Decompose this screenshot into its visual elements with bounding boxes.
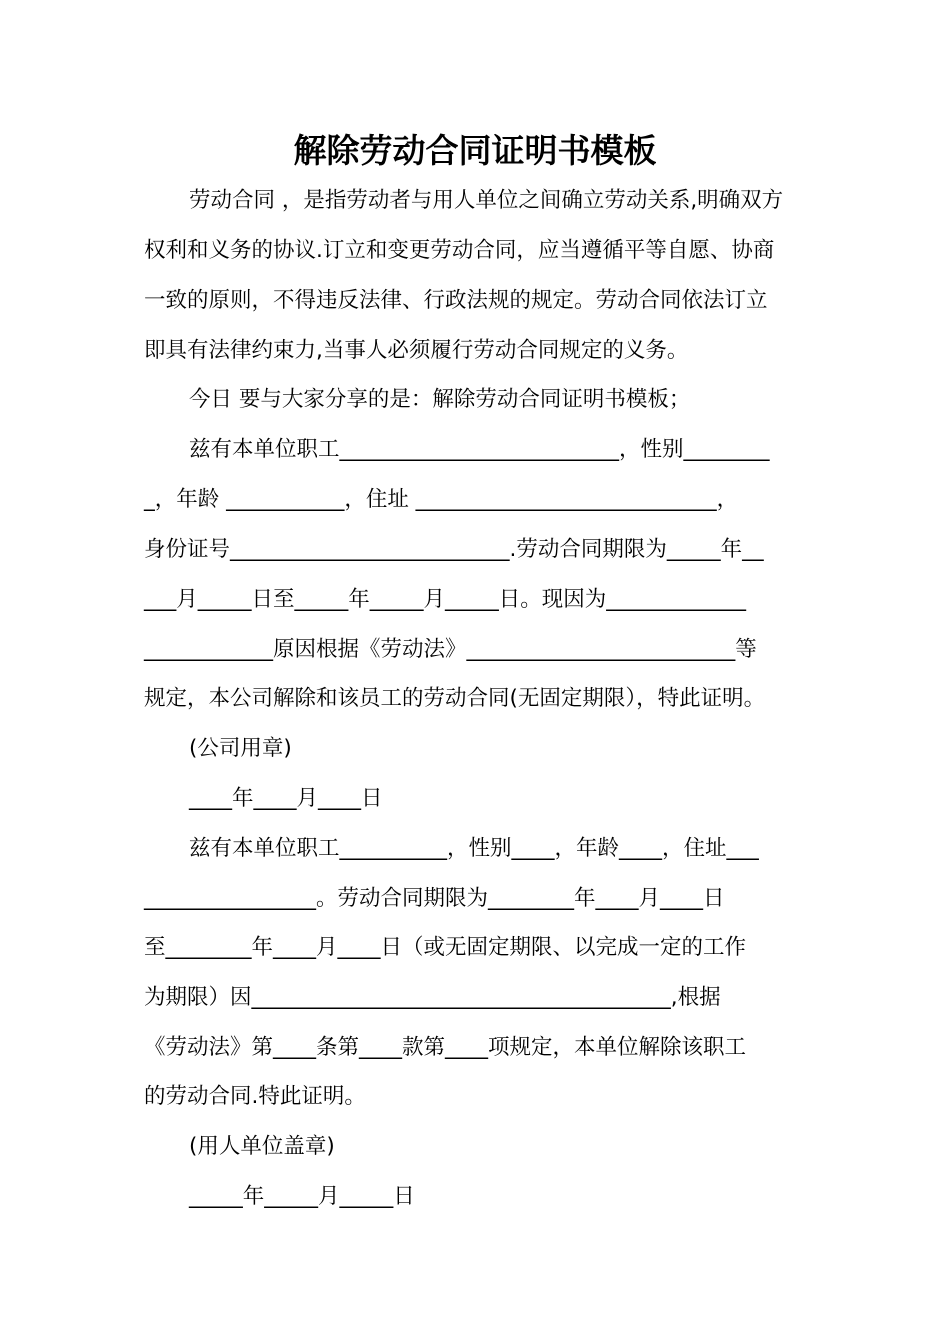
template2-line-4: 为期限）因_______________________________________,根据 <box>144 985 721 1010</box>
document-title: 解除劳动合同证明书模板 <box>293 131 657 170</box>
template1-line-1: 兹有本单位职工__________________________，性别________ <box>189 437 770 462</box>
template1-date: ____年____月____日 <box>189 786 383 811</box>
template2-date: _____年_____月_____日 <box>189 1184 415 1209</box>
template2-line-2: ________________。劳动合同期限为________年____月____日 <box>144 886 725 911</box>
template2-line-3: 至________年____月____日（或无固定期限、以完成一定的工作 <box>144 935 747 960</box>
template1-line-2: _，年龄 ___________，住址 ____________________________， <box>144 487 739 512</box>
paragraph-intro-line-1: 劳动合同 ，是指劳动者与用人单位之间确立劳动关系,明确双方 <box>189 188 784 213</box>
paragraph-share-line: 今日 要与大家分享的是：解除劳动合同证明书模板； <box>189 387 691 412</box>
template2-line-1: 兹有本单位职工__________，性别____，年龄____，住址___ <box>189 836 759 861</box>
paragraph-intro-line-4: 即具有法律约束力,当事人必须履行劳动合同规定的义务。 <box>144 338 689 363</box>
template1-line-3: 身份证号__________________________.劳动合同期限为_____年__ <box>144 537 764 562</box>
paragraph-intro-line-2: 权利和义务的协议.订立和变更劳动合同，应当遵循平等自愿、协商 <box>144 238 775 263</box>
template1-line-6: 规定，本公司解除和该员工的劳动合同(无固定期限），特此证明。 <box>144 686 766 711</box>
template1-line-4: ___月_____日至_____年_____月_____日。现因为_____________ <box>144 587 747 612</box>
template1-line-5: ____________原因根据《劳动法》_________________________等 <box>144 637 757 662</box>
template2-seal: (用人单位盖章) <box>189 1134 335 1159</box>
template2-line-5: 《劳动法》第____条第____款第____项规定，本单位解除该职工 <box>144 1035 747 1060</box>
paragraph-intro-line-3: 一致的原则，不得违反法律、行政法规的规定。劳动合同依法订立 <box>144 288 768 313</box>
template1-seal: (公司用章) <box>189 736 292 761</box>
template2-line-6: 的劳动合同.特此证明。 <box>144 1084 366 1109</box>
